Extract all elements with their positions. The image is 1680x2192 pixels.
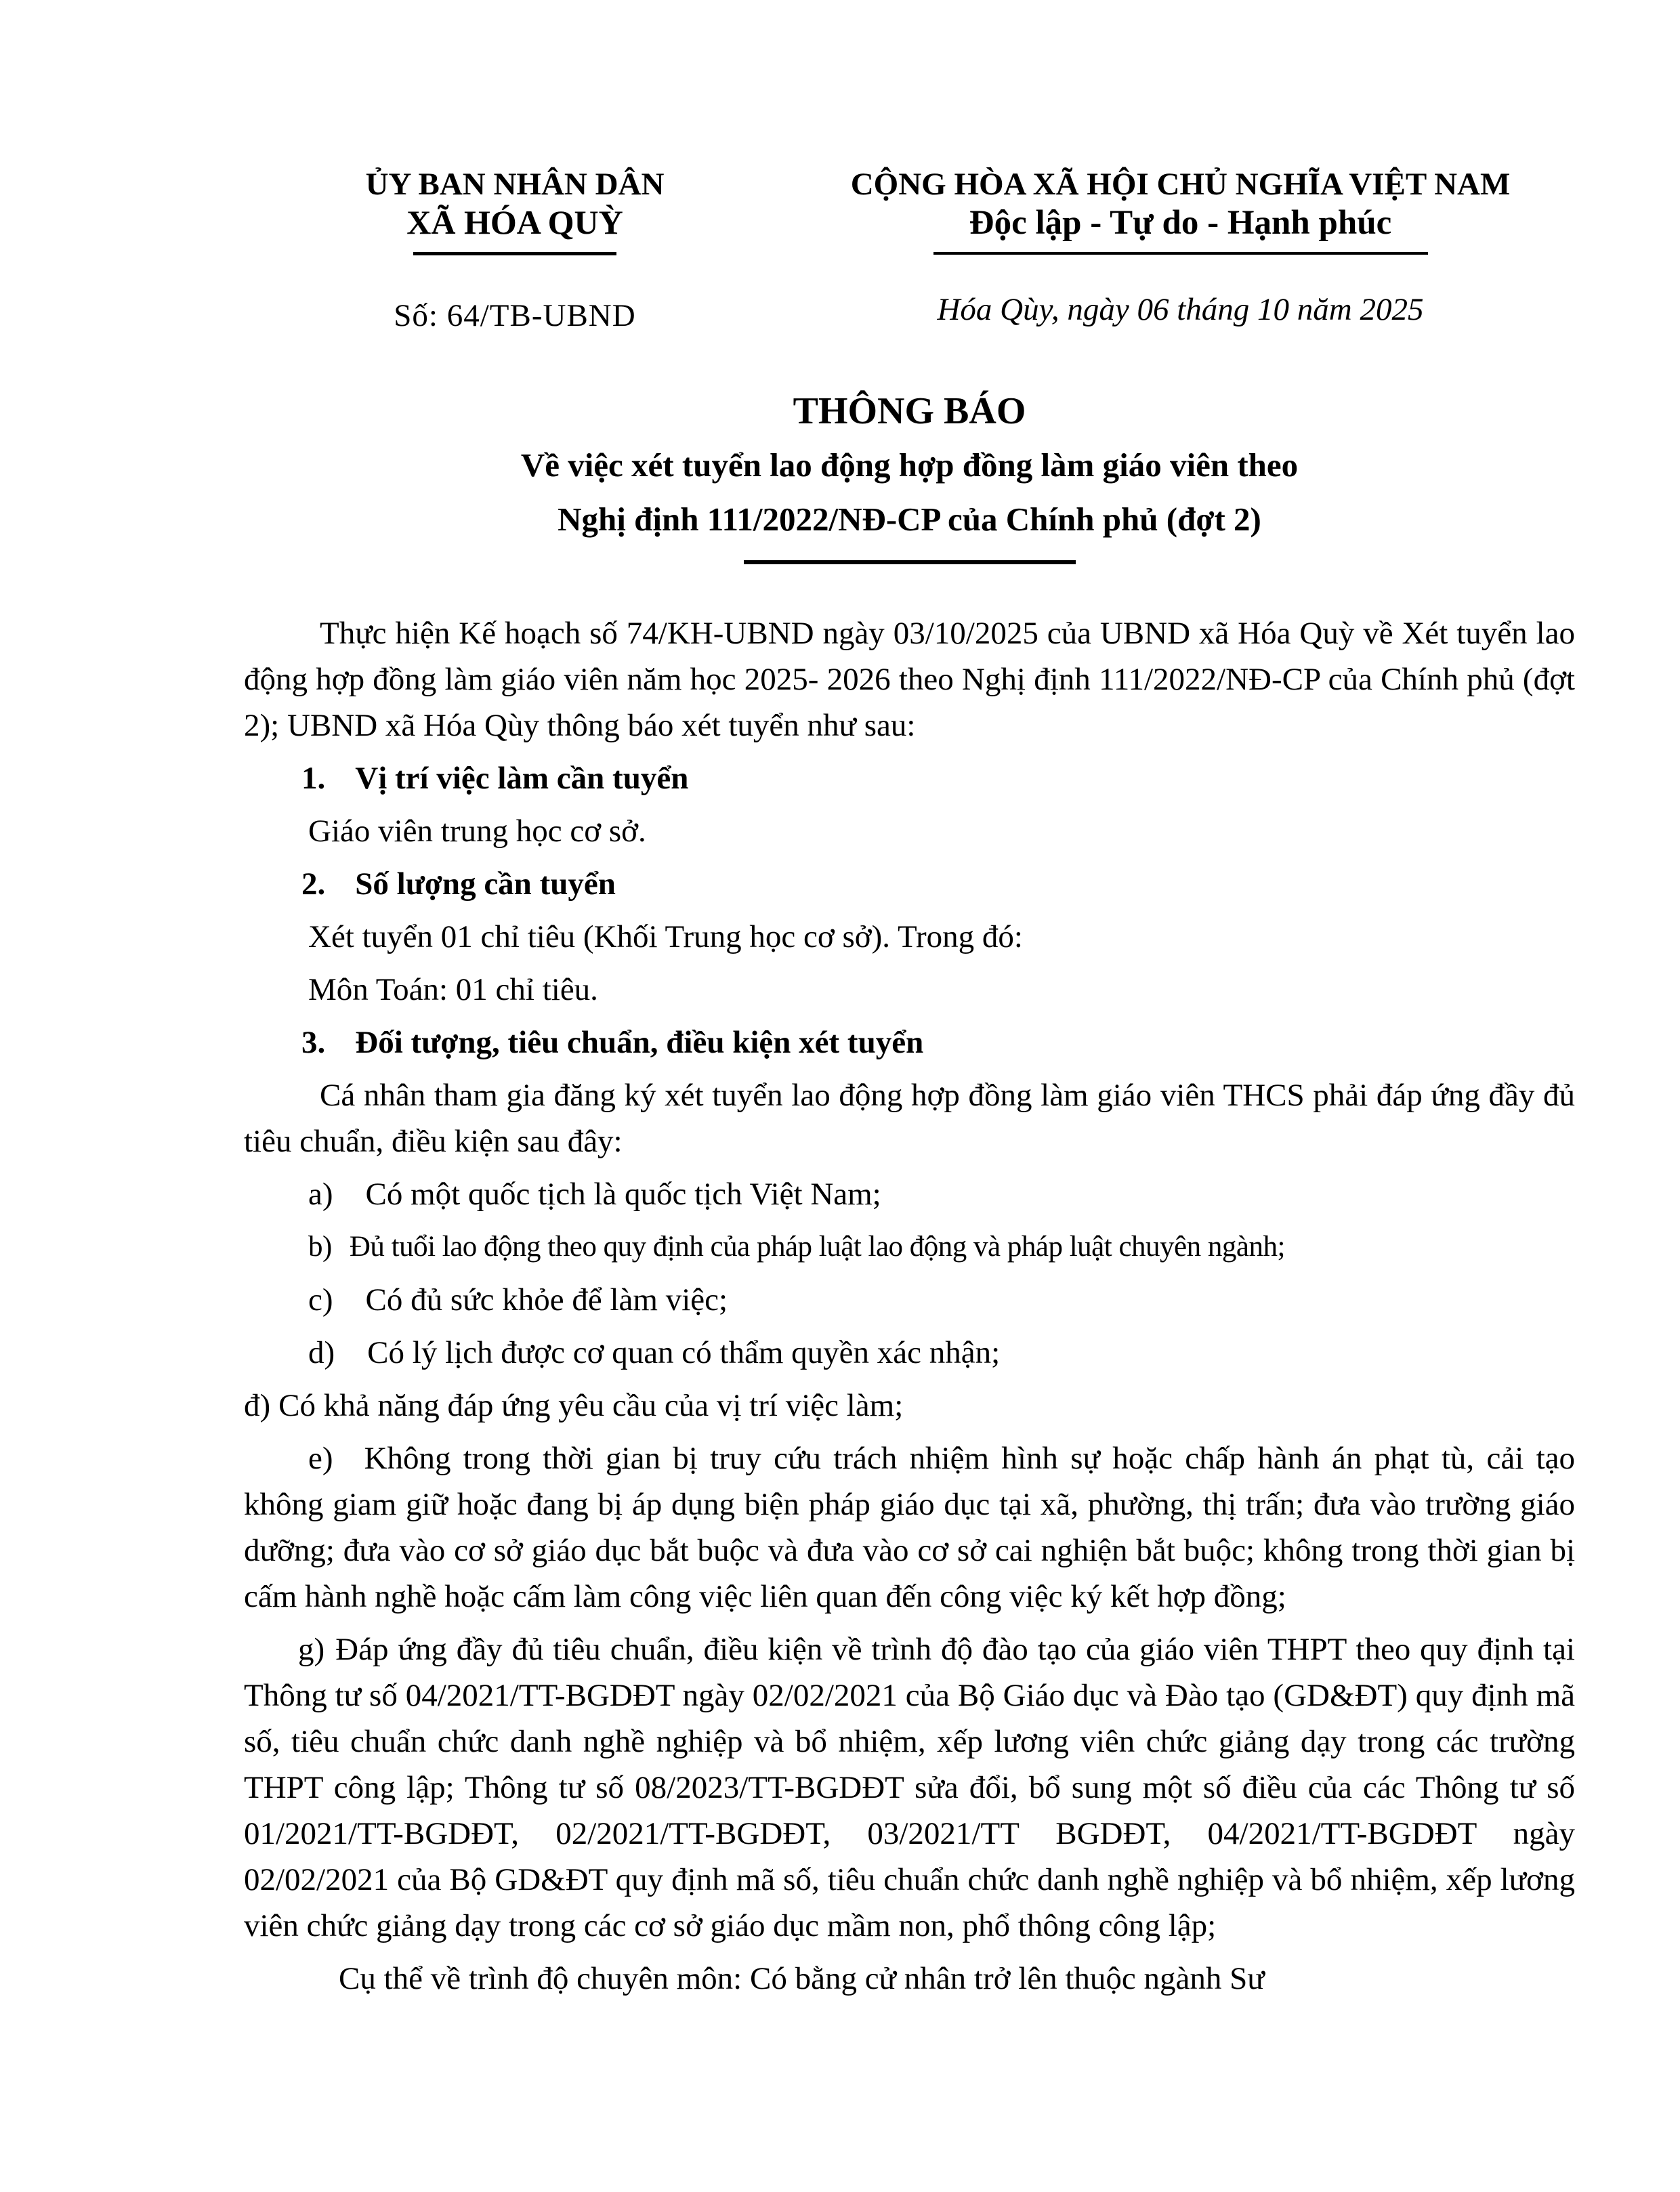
section-3-paragraph: Cá nhân tham gia đăng ký xét tuyển lao động hợp đồng làm giáo viên THCS phải đáp ứng đầy đủ tiêu chuẩn, điều kiện sau đây: xyxy=(244,1078,1575,1159)
condition-item-c xyxy=(308,1277,1575,1323)
issuer-underline xyxy=(413,252,616,255)
issuer-name-line1: ỦY BAN NHÂN DÂN xyxy=(365,167,665,202)
title-underline xyxy=(744,560,1076,564)
condition-text-b: Đủ tuổi lao động theo quy định của pháp luật lao động và pháp luật chuyên ngành; xyxy=(349,1231,1285,1263)
national-motto-block xyxy=(782,166,1680,334)
national-motto: Độc lập - Tự do - Hạnh phúc xyxy=(969,204,1392,242)
place-and-date: Hóa Qùy, ngày 06 tháng 10 năm 2025 xyxy=(937,292,1424,327)
condition-text-c: Có đủ sức khỏe để làm việc; xyxy=(365,1282,728,1318)
section-2-title: Số lượng cần tuyển xyxy=(355,866,616,902)
issuer-name-line2: XÃ HÓA QUỲ xyxy=(406,203,623,241)
condition-label-b: b) xyxy=(308,1231,332,1263)
condition-item-d xyxy=(308,1330,1575,1376)
section-2-number: 2. xyxy=(301,866,326,902)
document-subject-line2: Nghị định 111/2022/NĐ-CP của Chính phủ (đợt 2) xyxy=(558,501,1261,538)
section-2-heading xyxy=(301,861,1575,907)
national-name: CỘNG HÒA XÃ HỘI CHỦ NGHĨA VIỆT NAM xyxy=(850,167,1511,202)
condition-item-e xyxy=(244,1435,1575,1620)
closing-line: Cụ thể về trình độ chuyên môn: Có bằng cử nhân trở lên thuộc ngành Sư xyxy=(339,1961,1265,1996)
condition-label-g: g) xyxy=(298,1632,325,1667)
condition-text-a: Có một quốc tịch là quốc tịch Việt Nam; xyxy=(365,1177,881,1212)
condition-label-c: c) xyxy=(308,1282,333,1318)
condition-text-d: Có lý lịch được cơ quan có thẩm quyền xác nhận; xyxy=(367,1335,1001,1370)
condition-label-a: a) xyxy=(308,1177,333,1212)
condition-label-e: e) xyxy=(308,1441,333,1476)
section-3-title: Đối tượng, tiêu chuẩn, điều kiện xét tuyển xyxy=(355,1025,924,1060)
title-block xyxy=(244,384,1575,564)
condition-label-d: d) xyxy=(308,1335,335,1370)
document-kind-title: THÔNG BÁO xyxy=(793,390,1026,432)
section-3-heading xyxy=(301,1019,1575,1066)
intro-paragraph: Thực hiện Kế hoạch số 74/KH-UBND ngày 03/10/2025 của UBND xã Hóa Quỳ về Xét tuyển lao động hợp đồng làm giáo viên năm học 2025- 2026 theo Nghị định 111/2022/NĐ-CP của Chính phủ (đợt 2); UBND xã Hóa Qùy thông báo xét tuyển như sau: xyxy=(244,616,1575,743)
section-1-title: Vị trí việc làm cần tuyển xyxy=(355,761,689,796)
section-1-paragraph: Giáo viên trung học cơ sở. xyxy=(308,814,646,849)
condition-label-dd: đ) xyxy=(244,1388,271,1423)
section-3-number: 3. xyxy=(301,1025,326,1060)
condition-text-e: Không trong thời gian bị truy cứu trách nhiệm hình sự hoặc chấp hành án phạt tù, cải tạo không giam giữ hoặc đang bị áp dụng biện pháp giáo dục tại xã, phường, thị trấn; đưa vào trường giáo dưỡng; đưa vào cơ sở giáo dục bắt buộc và đưa vào cơ sở cai nghiện bắt buộc; không trong thời gian bị cấm hành nghề hoặc cấm làm công việc liên quan đến công việc ký kết hợp đồng; xyxy=(244,1441,1575,1614)
section-1-heading xyxy=(301,755,1575,801)
section-2-paragraph-2: Môn Toán: 01 chỉ tiêu. xyxy=(308,972,598,1007)
condition-item-b xyxy=(308,1224,1575,1270)
condition-text-g: Đáp ứng đầy đủ tiêu chuẩn, điều kiện về trình độ đào tạo của giáo viên THPT theo quy định tại Thông tư số 04/2021/TT-BGDĐT ngày 02/02/2021 của Bộ Giáo dục và Đào tạo (GD&ĐT) quy định mã số, tiêu chuẩn chức danh nghề nghiệp và bổ nhiệm, xếp lương viên chức giảng dạy trong các trường THPT công lập; Thông tư số 08/2023/TT-BGDĐT sửa đổi, bổ sung một số điều của các Thông tư số 01/2021/TT-BGDĐT, 02/2021/TT-BGDĐT, 03/2021/TT BGDĐT, 04/2021/TT-BGDĐT ngày 02/02/2021 của Bộ GD&ĐT quy định mã số, tiêu chuẩn chức danh nghề nghiệp và bổ nhiệm, xếp lương viên chức giảng dạy trong các cơ sở giáo dục mầm non, phổ thông công lập; xyxy=(244,1632,1575,1943)
condition-item-g xyxy=(244,1626,1575,1949)
condition-item-dd xyxy=(244,1383,1575,1429)
condition-item-a xyxy=(308,1171,1575,1217)
document-number: Số: 64/TB-UBND xyxy=(394,298,636,333)
document-header xyxy=(0,0,1680,334)
motto-underline xyxy=(933,252,1428,255)
condition-text-dd: Có khả năng đáp ứng yêu cầu của vị trí việc làm; xyxy=(278,1388,904,1423)
document-subject-line1: Về việc xét tuyển lao động hợp đồng làm giáo viên theo xyxy=(520,446,1299,484)
section-2-paragraph-1: Xét tuyển 01 chỉ tiêu (Khối Trung học cơ sở). Trong đó: xyxy=(308,919,1023,954)
section-1-number: 1. xyxy=(301,761,326,796)
issuer-block xyxy=(247,166,782,334)
document-body xyxy=(244,610,1575,2002)
